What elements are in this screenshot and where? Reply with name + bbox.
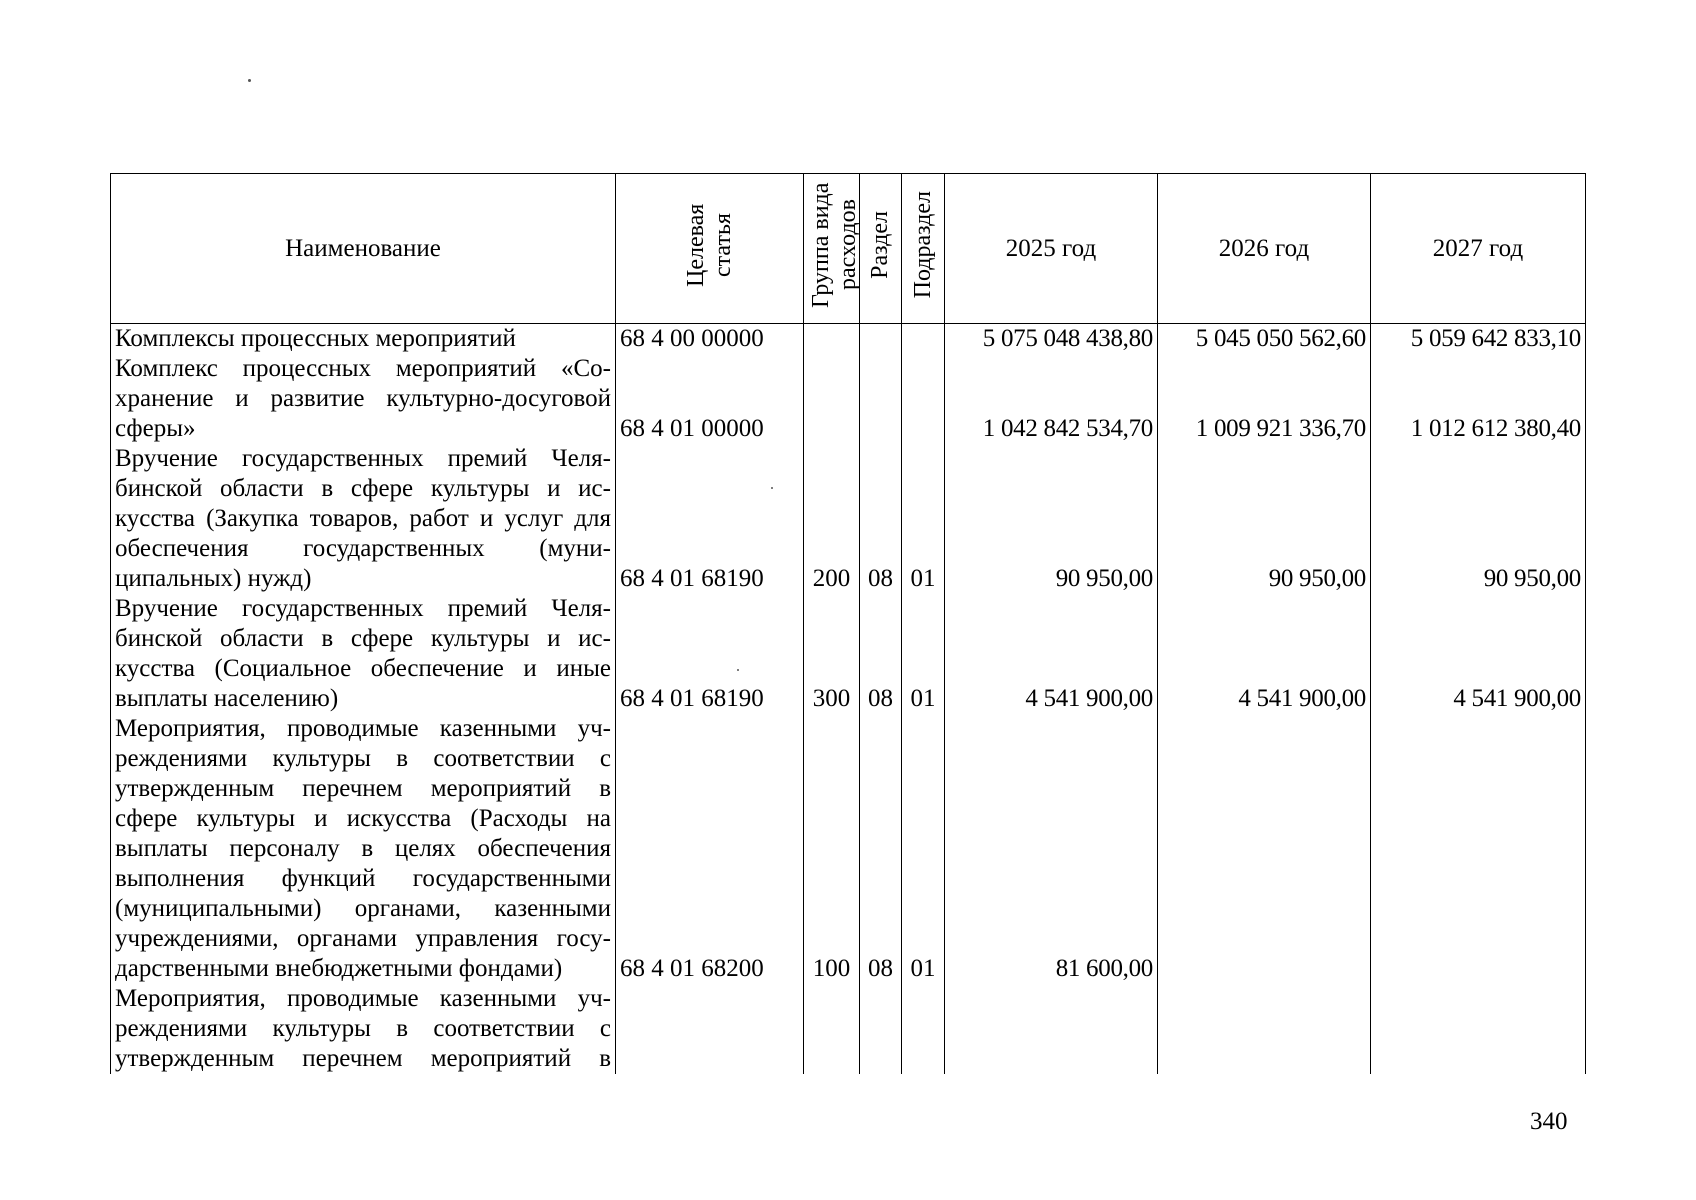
row-subsection bbox=[902, 324, 945, 355]
header-expense-group-label: Группа вида расходов bbox=[808, 182, 861, 308]
row-subsection bbox=[902, 354, 945, 444]
row-group bbox=[804, 354, 860, 444]
row-target: 68 4 01 00000 bbox=[616, 354, 804, 444]
table-row bbox=[111, 594, 1586, 714]
budget-table bbox=[110, 173, 1586, 1074]
header-target bbox=[616, 174, 804, 324]
header-name: Наименование bbox=[111, 174, 616, 324]
scan-speck bbox=[248, 79, 251, 82]
row-2025: 4 541 900,00 bbox=[945, 594, 1158, 714]
row-group: 300 bbox=[804, 594, 860, 714]
row-section bbox=[860, 984, 902, 1074]
page-number: 340 bbox=[1530, 1108, 1568, 1135]
row-2027 bbox=[1371, 984, 1586, 1074]
row-section: 08 bbox=[860, 444, 902, 594]
row-section bbox=[860, 354, 902, 444]
row-name: Комплексы процессных мероприятий bbox=[111, 324, 616, 355]
header-2027: 2027 год bbox=[1371, 174, 1586, 324]
row-section: 08 bbox=[860, 594, 902, 714]
header-2025: 2025 год bbox=[945, 174, 1158, 324]
row-section: 08 bbox=[860, 714, 902, 984]
table-header-row bbox=[111, 174, 1586, 324]
row-2026: 1 009 921 336,70 bbox=[1158, 354, 1371, 444]
row-2025: 1 042 842 534,70 bbox=[945, 354, 1158, 444]
table-row bbox=[111, 714, 1586, 984]
row-group bbox=[804, 984, 860, 1074]
header-subsection-label: Подраздел bbox=[909, 191, 936, 299]
header-section-label: Раздел bbox=[867, 211, 893, 279]
row-2027: 1 012 612 380,40 bbox=[1371, 354, 1586, 444]
table-row bbox=[111, 444, 1586, 594]
row-2026: 4 541 900,00 bbox=[1158, 594, 1371, 714]
row-subsection bbox=[902, 984, 945, 1074]
row-name: Мероприятия, проводимые казенными учреждениями культуры в соответствии с утвержденным перечнем мероприятий в bbox=[111, 984, 616, 1074]
row-group: 100 bbox=[804, 714, 860, 984]
row-target: 68 4 01 68190 bbox=[616, 444, 804, 594]
row-2026 bbox=[1158, 714, 1371, 984]
row-2026: 5 045 050 562,60 bbox=[1158, 324, 1371, 355]
header-target-label: Целевая статья bbox=[682, 203, 736, 287]
table-row bbox=[111, 984, 1586, 1074]
row-group: 200 bbox=[804, 444, 860, 594]
header-subsection bbox=[902, 174, 945, 324]
row-target: 68 4 01 68200 bbox=[616, 714, 804, 984]
table-row bbox=[111, 324, 1586, 355]
row-subsection: 01 bbox=[902, 714, 945, 984]
row-2026: 90 950,00 bbox=[1158, 444, 1371, 594]
header-2026: 2026 год bbox=[1158, 174, 1371, 324]
row-target bbox=[616, 984, 804, 1074]
row-2027 bbox=[1371, 714, 1586, 984]
row-2026 bbox=[1158, 984, 1371, 1074]
row-target: 68 4 01 68190 bbox=[616, 594, 804, 714]
table-row bbox=[111, 354, 1586, 444]
row-name: Вручение государственных премий Челябинской области в сфере культуры и искусства (Социальное обеспечение и иные выплаты населению) bbox=[111, 594, 616, 714]
row-2027: 5 059 642 833,10 bbox=[1371, 324, 1586, 355]
row-2025: 81 600,00 bbox=[945, 714, 1158, 984]
row-2025: 5 075 048 438,80 bbox=[945, 324, 1158, 355]
row-2027: 4 541 900,00 bbox=[1371, 594, 1586, 714]
row-name: Вручение государственных премий Челябинской области в сфере культуры и искусства (Закупка товаров, работ и услуг для обеспечения государственных (муниципальных) нужд) bbox=[111, 444, 616, 594]
row-section bbox=[860, 324, 902, 355]
header-expense-group bbox=[804, 174, 860, 324]
row-name: Мероприятия, проводимые казенными учреждениями культуры в соответствии с утвержденным перечнем мероприятий в сфере культуры и искусства (Расходы на выплаты персоналу в целях обеспечения выполнения функций государственными (муниципальными) органами, казенными учреждениями, органами управления государственными внебюджетными фондами) bbox=[111, 714, 616, 984]
row-name: Комплекс процессных мероприятий «Сохранение и развитие культурно-досуговой сферы» bbox=[111, 354, 616, 444]
row-2027: 90 950,00 bbox=[1371, 444, 1586, 594]
row-target: 68 4 00 00000 bbox=[616, 324, 804, 355]
row-2025: 90 950,00 bbox=[945, 444, 1158, 594]
header-section bbox=[860, 174, 902, 324]
row-subsection: 01 bbox=[902, 444, 945, 594]
row-2025 bbox=[945, 984, 1158, 1074]
row-group bbox=[804, 324, 860, 355]
row-subsection: 01 bbox=[902, 594, 945, 714]
